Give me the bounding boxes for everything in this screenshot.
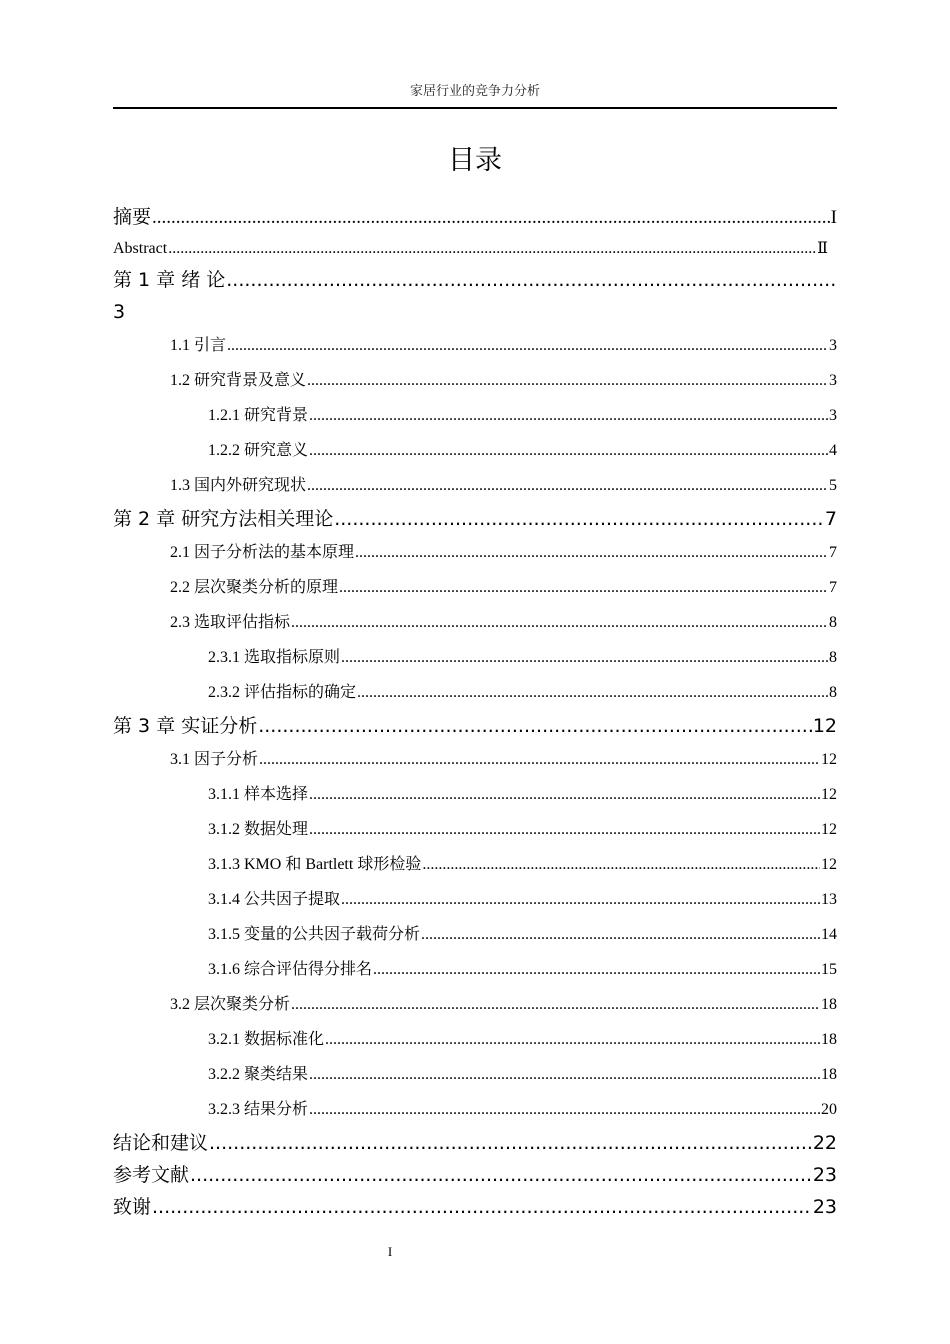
toc-entry-chapter-1[interactable] (113, 264, 837, 328)
toc-label: 3.2 层次聚类分析 (170, 996, 291, 1013)
toc-entry-3-1[interactable] (113, 742, 837, 777)
toc-label: 1.2.2 研究意义 (208, 442, 309, 459)
toc-entry-3-2-3[interactable] (113, 1092, 837, 1127)
toc-page-number: 3 (829, 407, 837, 424)
table-of-contents (113, 202, 837, 1223)
toc-entry-abstract-en[interactable] (113, 234, 837, 264)
toc-entry-1-2-2[interactable] (113, 433, 837, 468)
toc-label: 1.3 国内外研究现状 (170, 477, 307, 494)
toc-page-number: 4 (829, 442, 837, 459)
toc-leader-dots (357, 675, 828, 710)
toc-page-number: 3 (113, 301, 126, 323)
toc-page-number: 20 (821, 1101, 837, 1118)
toc-leader-dots (325, 1022, 820, 1057)
toc-entry-1-1[interactable] (113, 328, 837, 363)
toc-label: 3.2.3 结果分析 (208, 1101, 309, 1118)
toc-entry-1-2-1[interactable] (113, 398, 837, 433)
toc-label: 1.2.1 研究背景 (208, 407, 309, 424)
toc-label: Abstract (113, 240, 168, 257)
toc-page-number: 23 (812, 1196, 837, 1218)
toc-entry-3-2-2[interactable] (113, 1057, 837, 1092)
toc-leader-dots (341, 882, 820, 917)
toc-leader-dots (422, 847, 820, 882)
toc-leader-dots (373, 952, 820, 987)
toc-leader-dots (421, 917, 820, 952)
toc-label: 1.2 研究背景及意义 (170, 372, 307, 389)
toc-page-number: 8 (829, 684, 837, 701)
toc-label: 3.1.5 变量的公共因子载荷分析 (208, 926, 421, 943)
running-header: 家居行业的竞争力分析 (113, 80, 837, 109)
toc-page-number: 7 (829, 579, 837, 596)
toc-label: 结论和建议 (113, 1132, 209, 1154)
toc-entry-3-1-3[interactable] (113, 847, 837, 882)
toc-page-number: 22 (812, 1132, 837, 1154)
toc-page-number: 12 (821, 786, 837, 803)
toc-entry-acknowledgements[interactable] (113, 1191, 837, 1223)
toc-leader-dots (334, 503, 824, 535)
toc-label: 2.1 因子分析法的基本原理 (170, 544, 355, 561)
toc-entry-references[interactable] (113, 1159, 837, 1191)
toc-leader-dots (355, 535, 828, 570)
toc-leader-dots (307, 363, 828, 398)
toc-leader-dots (168, 234, 816, 264)
toc-page-number: 3 (829, 372, 837, 389)
toc-page-number: I (830, 207, 837, 228)
toc-page-number: 3 (829, 337, 837, 354)
toc-entry-3-2-1[interactable] (113, 1022, 837, 1057)
toc-label: 2.2 层次聚类分析的原理 (170, 579, 339, 596)
toc-entry-3-1-6[interactable] (113, 952, 837, 987)
toc-leader-dots (152, 1191, 812, 1223)
toc-leader-dots (339, 570, 828, 605)
toc-page-number: 15 (821, 961, 837, 978)
toc-entry-2-3-1[interactable] (113, 640, 837, 675)
toc-leader-dots (307, 468, 828, 503)
toc-label: 3.1.3 KMO 和 Bartlett 球形检验 (208, 856, 422, 873)
toc-page-number: 12 (821, 751, 837, 768)
toc-label: 3.2.2 聚类结果 (208, 1066, 309, 1083)
toc-leader-dots (291, 605, 828, 640)
toc-entry-3-2[interactable] (113, 987, 837, 1022)
toc-label: 2.3.2 评估指标的确定 (208, 684, 357, 701)
toc-label: 参考文献 (113, 1164, 190, 1186)
toc-entry-2-1[interactable] (113, 535, 837, 570)
toc-leader-dots (341, 640, 828, 675)
toc-page-number: 7 (824, 508, 837, 530)
toc-entry-1-3[interactable] (113, 468, 837, 503)
toc-entry-3-1-1[interactable] (113, 777, 837, 812)
toc-label: 第 1 章 绪 论 (113, 269, 226, 291)
toc-page-number: Ⅱ (817, 240, 828, 257)
toc-leader-dots (209, 1127, 812, 1159)
toc-label: 摘要 (113, 207, 152, 228)
toc-label: 3.1 因子分析 (170, 751, 259, 768)
toc-page-number: 8 (829, 614, 837, 631)
toc-page-number: 12 (821, 821, 837, 838)
toc-leader-dots (152, 202, 830, 234)
toc-page-number: 12 (812, 715, 837, 737)
page-number-footer: I (387, 1244, 393, 1259)
toc-label: 致谢 (113, 1196, 152, 1218)
toc-leader-dots (291, 987, 820, 1022)
toc-entry-3-1-4[interactable] (113, 882, 837, 917)
toc-page-number: 7 (829, 544, 837, 561)
toc-entry-1-2[interactable] (113, 363, 837, 398)
toc-page-number: 13 (821, 891, 837, 908)
toc-label: 2.3 选取评估指标 (170, 614, 291, 631)
toc-leader-dots (226, 264, 837, 296)
toc-label: 2.3.1 选取指标原则 (208, 649, 341, 666)
toc-entry-2-2[interactable] (113, 570, 837, 605)
toc-entry-3-1-2[interactable] (113, 812, 837, 847)
toc-leader-dots (309, 398, 828, 433)
toc-page-number: 12 (821, 856, 837, 873)
page-title: 目录 (448, 145, 502, 176)
toc-page-number: 18 (821, 1031, 837, 1048)
toc-page-number: 5 (829, 477, 837, 494)
toc-label: 第 3 章 实证分析 (113, 715, 258, 737)
toc-entry-abstract-cn[interactable] (113, 202, 837, 234)
toc-page-number: 18 (821, 996, 837, 1013)
toc-label: 第 2 章 研究方法相关理论 (113, 508, 334, 530)
toc-leader-dots (259, 742, 820, 777)
toc-page-number: 8 (829, 649, 837, 666)
toc-page-number: 18 (821, 1066, 837, 1083)
toc-label: 3.2.1 数据标准化 (208, 1031, 325, 1048)
toc-leader-dots (309, 1092, 820, 1127)
toc-label: 3.1.2 数据处理 (208, 821, 309, 838)
toc-entry-conclusion[interactable] (113, 1127, 837, 1159)
toc-leader-dots (309, 433, 828, 468)
toc-entry-2-3-2[interactable] (113, 675, 837, 710)
toc-label: 3.1.1 样本选择 (208, 786, 309, 803)
toc-label: 3.1.6 综合评估得分排名 (208, 961, 373, 978)
toc-leader-dots (258, 710, 812, 742)
toc-label: 3.1.4 公共因子提取 (208, 891, 341, 908)
toc-leader-dots (227, 328, 828, 363)
toc-entry-chapter-2[interactable] (113, 503, 837, 535)
toc-page-number: 14 (821, 926, 837, 943)
toc-entry-chapter-3[interactable] (113, 710, 837, 742)
toc-leader-dots (190, 1159, 812, 1191)
toc-leader-dots (309, 1057, 820, 1092)
toc-entry-2-3[interactable] (113, 605, 837, 640)
toc-leader-dots (309, 812, 820, 847)
toc-leader-dots (309, 777, 820, 812)
toc-entry-3-1-5[interactable] (113, 917, 837, 952)
toc-label: 1.1 引言 (170, 337, 227, 354)
toc-page-number: 23 (812, 1164, 837, 1186)
